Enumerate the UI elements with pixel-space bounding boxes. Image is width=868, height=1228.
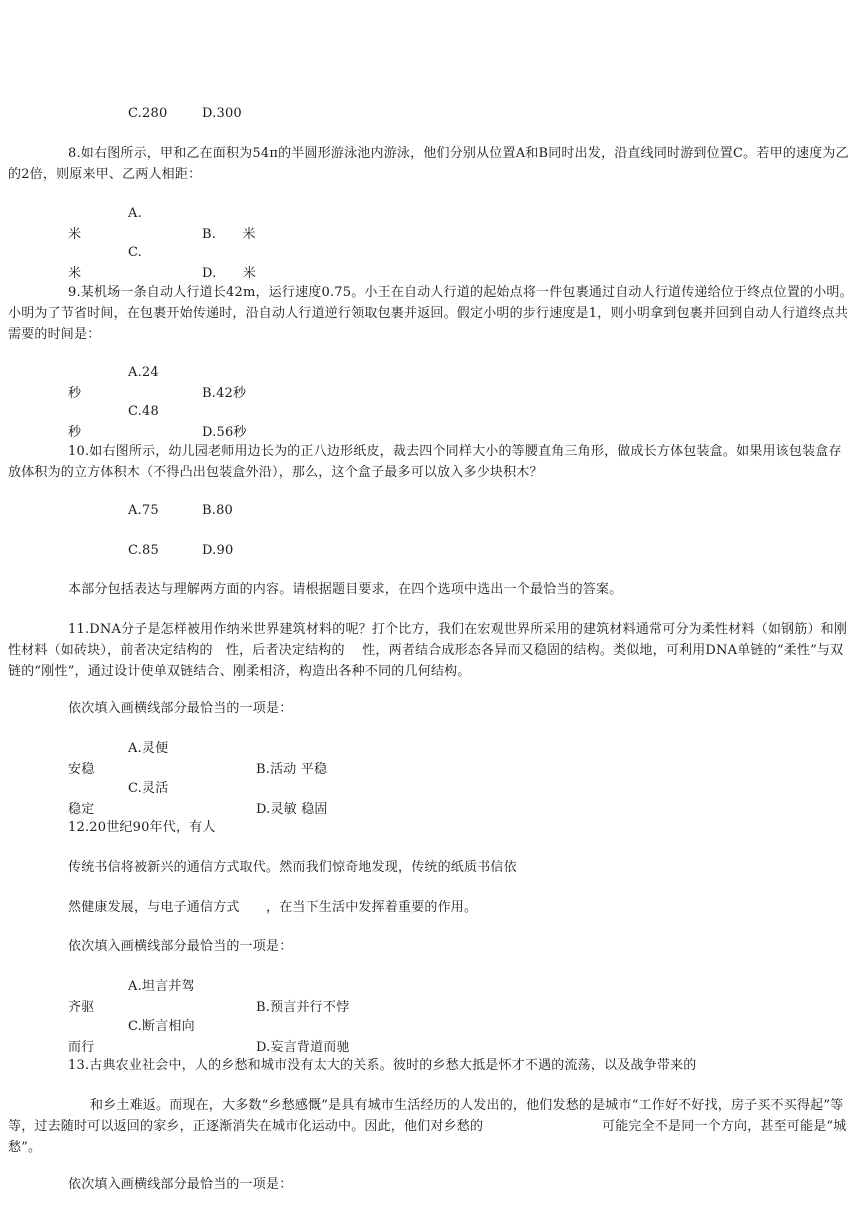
q9-option-b: B.42秒 [202,386,247,401]
q12-option-a: A.坦言并驾齐驱 [68,979,195,1015]
q11-options-ab [8,738,854,780]
q12-option-c: C.断言相向而行 [68,1019,195,1055]
q8-options-ab [8,203,854,245]
q12-prompt: 依次填入画横线部分最恰当的一项是： [68,939,293,954]
q11-prompt: 依次填入画横线部分最恰当的一项是： [68,701,293,716]
q12-line-3: 然健康发展，与电子通信方式 ，在当下生活中发挥着重要的作用。 [68,900,478,915]
q7-option-c: C.280 [128,106,168,121]
q11-stem: 11.DNA分子是怎样被用作纳米世界建筑材料的呢？打个比方，我们在宏观世界所采用的建筑材料通常可分为柔性材料（如钢筋）和刚性材料（如砖块），前者决定结构的 性，后者决定结构的 性，两者结合成形态各异而又稳固的结构。类似地，可利用DNA单链的“柔性”与双链的“刚性”，通过设计使单双链结合、刚柔相济，构造出各种不同的几何结构。 [8,622,848,679]
q8-options-cd [8,242,854,284]
q12-line-2: 传统书信将被新兴的通信方式取代。然而我们惊奇地发现，传统的纸质书信依 [68,860,517,875]
q8-option-b: B. 米 [202,227,256,242]
q10-options-cd [8,540,854,561]
q10-stem: 10.如右图所示，幼儿园老师用边长为的正八边形纸皮，裁去四个同样大小的等腰直角三角形，做成长方体包装盒。如果用该包装盒存放体积为的立方体积木（不得凸出包装盒外沿），那么，这个盒子最多可以放入多少块积木？ [8,444,842,480]
q13-stem: 13.古典农业社会中，人的乡愁和城市没有太大的关系。彼时的乡愁大抵是怀才不遇的流荡，以及战争带来的 [68,1058,697,1073]
q8-option-c: C.米 [68,245,143,281]
q9-option-a: A.24秒 [68,365,159,401]
q9-option-c: C.48秒 [68,404,159,440]
q10-option-a: A.75 [128,503,159,518]
q10-option-d: D.90 [202,543,234,558]
q9-stem: 9.某机场一条自动人行道长42m，运行速度0.75。小王在自动人行道的起始点将一件包裹通过自动人行道传递给位于终点位置的小明。小明为了节省时间，在包裹开始传递时，沿自动人行道逆行领取包裹并返回。假定小明的步行速度是1，则小明拿到包裹并回到自动人行道终点共需要的时间是： [8,285,853,342]
q7-options-cd [8,103,854,124]
q11-option-d: D.灵敏 稳固 [256,802,328,817]
q12-options-ab [8,976,854,1018]
q11-option-a: A.灵便 安稳 [68,741,195,777]
q10-option-b: B.80 [202,503,234,518]
q11-options-cd [8,778,854,820]
q8-stem: 8.如右图所示，甲和乙在面积为54π的半圆形游泳池内游泳，他们分别从位置A和B同时出发，沿直线同时游到位置C。若甲的速度为乙的2倍，则原来甲、乙两人相距： [8,146,849,182]
section-intro: 本部分包括表达与理解两方面的内容。请根据题目要求，在四个选项中选出一个最恰当的答案。 [68,582,623,597]
q12-option-d: D.妄言背道而驰 [256,1040,350,1055]
q12-option-b: B.预言并行不悖 [256,1000,350,1015]
q11-option-b: B.活动 平稳 [256,762,328,777]
q10-option-c: C.85 [128,543,159,558]
q13-paragraph: 和乡土难返。而现在，大多数“乡愁感慨”是具有城市生活经历的人发出的，他们发愁的是城市“工作好不好找，房子买不买得起”等等，过去随时可以返回的家乡，正逐渐消失在城市化运动中。因此，他们对乡愁的 可能完全不是同一个方向，甚至可能是“城愁”。 [8,1098,847,1155]
q7-option-d: D.300 [202,106,242,121]
q8-option-d: D. 米 [202,266,257,281]
q11-option-c: C.灵活 稳定 [68,781,195,817]
q9-option-d: D.56秒 [202,425,247,440]
q8-option-a: A.米 [68,206,142,242]
q13-prompt: 依次填入画横线部分最恰当的一项是： [68,1177,293,1192]
q9-options-cd [8,401,854,443]
q9-options-ab [8,362,854,404]
q12-options-cd [8,1016,854,1058]
q10-options-ab [8,500,854,521]
q12-stem: 12.20世纪90年代，有人 [68,820,216,835]
